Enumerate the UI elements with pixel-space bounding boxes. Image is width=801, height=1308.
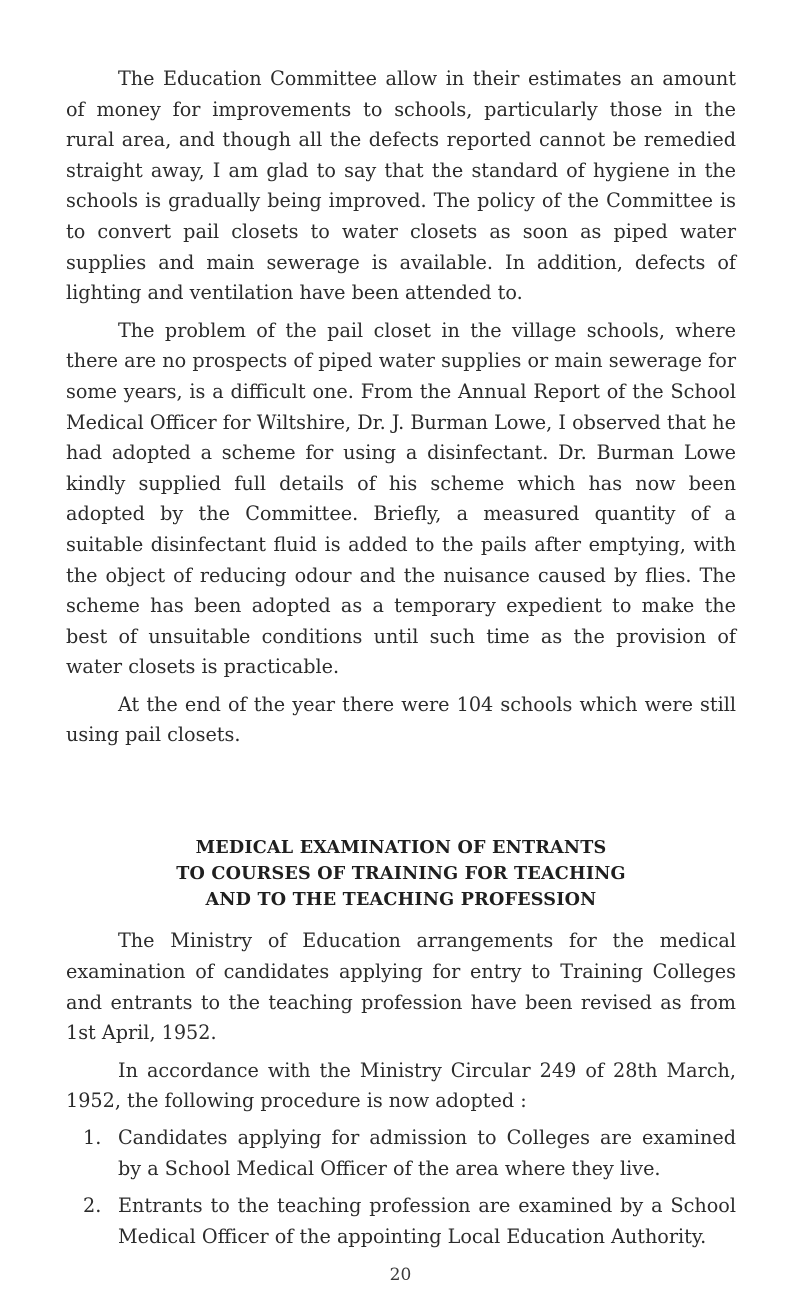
section-spacer (66, 751, 736, 835)
procedure-list (66, 1123, 736, 1252)
page-number: 20 (389, 1265, 412, 1285)
paragraph-estimates: The Education Committee allow in their estimates an amount of money for improvements to schools, particularly those in the rural area, and though all the defects reported cannot be remedied straight away, I am glad to say that the standard of hygiene in the schools is gradually being improved. The policy of the Committee is to convert pail closets to water closets as soon as piped water supplies and main sewerage is available. In addition, defects of lighting and ventilation have been attended to. (66, 67, 736, 305)
section-heading-line-2: TO COURSES OF TRAINING FOR TEACHING (176, 862, 626, 884)
section-heading-line-3: AND TO THE TEACHING PROFESSION (205, 888, 597, 910)
list-item-text: Candidates applying for admission to Colleges are examined by a School Medical Officer of the area where they live. (118, 1126, 736, 1180)
list-item (66, 1191, 736, 1252)
page-body (66, 64, 736, 1259)
section-heading-line-1: MEDICAL EXAMINATION OF ENTRANTS (195, 837, 607, 859)
paragraph-pail-closet-problem: The problem of the pail closet in the village schools, where there are no prospects of piped water supplies or main sewerage for some years, is a difficult one. From the Annual Report of the School Medical Officer for Wiltshire, Dr. J. Burman Lowe, I observed that he had adopted a scheme for using a disinfectant. Dr. Burman Lowe kindly supplied full details of his scheme which has now been adopted by the Committee. Briefly, a measured quantity of a suitable disinfectant fluid is added to the pails after emptying, with the object of reducing odour and the nuisance caused by flies. The scheme has been adopted as a temporary expedient to make the best of unsuitable conditions until such time as the provision of water closets is practicable. (66, 318, 736, 679)
paragraph-ministry-circular: In accordance with the Ministry Circular 249 of 28th March, 1952, the following procedure is now adopted : (66, 1058, 736, 1113)
paragraph-pail-closet-count: At the end of the year there were 104 schools which were still using pail closets. (66, 692, 736, 747)
list-item (66, 1123, 736, 1184)
list-item-number: 2. (83, 1194, 102, 1218)
list-item-text: Entrants to the teaching profession are examined by a School Medical Officer of the appointing Local Education Authority. (118, 1194, 736, 1248)
paragraph-ministry-arrangements: The Ministry of Education arrangements for the medical examination of candidates applying for entry to Training Colleges and entrants to the teaching profession have been revised as from 1st April, 1952. (66, 929, 736, 1045)
list-item-number: 1. (83, 1126, 102, 1150)
section-heading (66, 835, 736, 912)
